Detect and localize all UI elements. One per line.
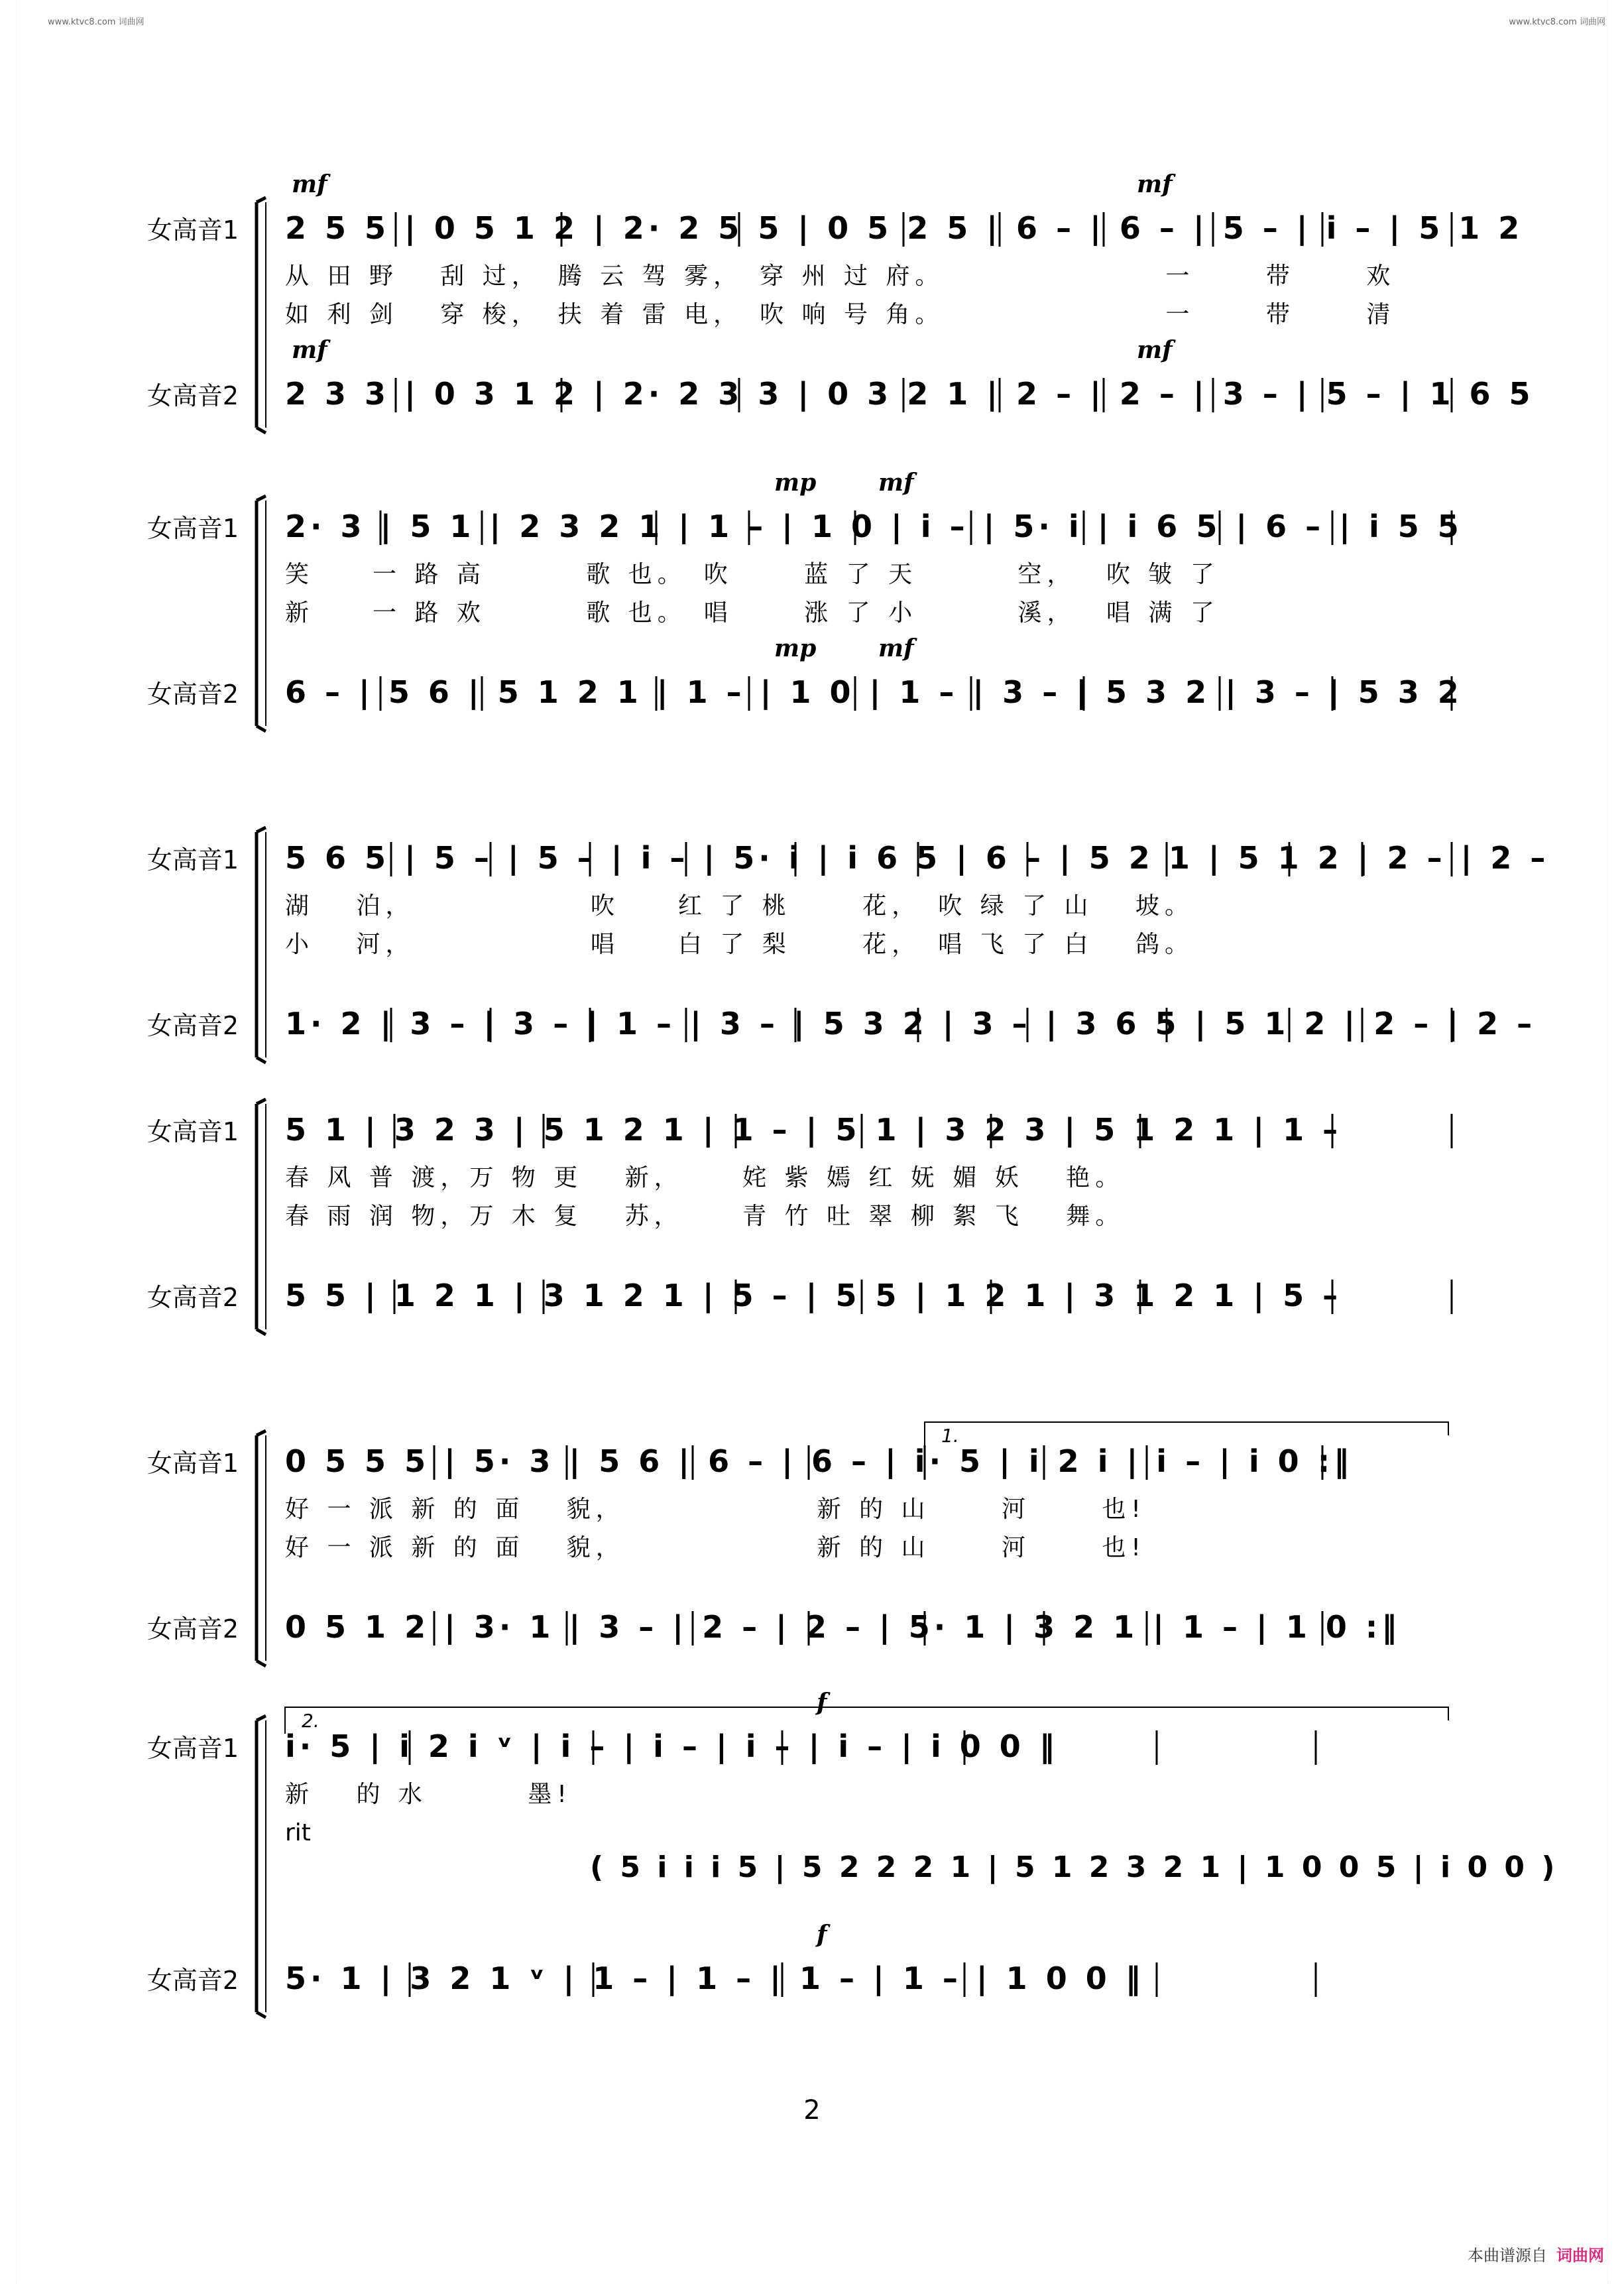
- footer-brand: 词曲网: [1556, 2246, 1604, 2265]
- notation-soprano-1: 2 5 5 | 0 5 1 2 | 2· 2 5 5 | 0 5 2 5 | 6 – | 6 – | 5 – | i – | 5 1 2: [285, 210, 1524, 246]
- volta-label: 1.: [941, 1425, 959, 1447]
- lyrics-verse-1: 从 田 野 刮 过， 腾 云 驾 雾， 穿 州 过 府。 一 带 欢: [285, 263, 1396, 290]
- volta-label: 2.: [302, 1710, 319, 1732]
- notation-soprano-1: i· 5 | i 2 i ᵛ | i – | i – | i – | i – | i 0 0 ‖: [285, 1728, 1059, 1764]
- lyrics-verse-2: 如 利 剑 穿 梭， 扶 着 雷 电， 吹 响 号 角。 一 带 清: [285, 301, 1396, 328]
- system-bracket: [257, 198, 266, 433]
- notation-soprano-2: 1· 2 | 3 – | 3 – | 1 – | 3 – | 5 3 2 | 3 – | 3 6 5 | 5 1 2 | 2 – | 2 –: [285, 1006, 1537, 1042]
- lyrics-verse-1: 好 一 派 新 的 面 貌， 新 的 山 河 也!: [285, 1496, 1146, 1523]
- notation-soprano-2: 5· 1 | 3 2 1 ᵛ | 1 – | 1 – | 1 – | 1 – | 1 0 0 ‖: [285, 1960, 1145, 1996]
- notation-soprano-1: 5 1 | 3 2 3 | 5 1 2 1 | 1 – | 5 1 | 3 2 3 | 5 1 2 1 | 1 –: [285, 1112, 1342, 1148]
- lyrics-verse-1: 春 风 普 渡，万 物 更 新， 姹 紫 嫣 红 妩 媚 妖 艳。: [285, 1164, 1125, 1191]
- notation-soprano-2: 5 5 | 1 2 1 | 3 1 2 1 | 5 – | 5 5 | 1 2 1 | 3 1 2 1 | 5 –: [285, 1278, 1342, 1313]
- system-bracket: [257, 496, 266, 731]
- voice-label-soprano-2: 女高音2: [146, 1966, 239, 1995]
- dynamic-mark: f: [817, 1689, 827, 1716]
- voice-label-soprano-2: 女高音2: [146, 1614, 239, 1644]
- dynamic-mark: mf: [1137, 336, 1173, 364]
- notation-soprano-2: 0 5 1 2 | 3· 1 | 3 – | 2 – | 2 – | 5· 1 | 3 2 1 | 1 – | 1 0 :‖: [285, 1609, 1401, 1645]
- system-bracket: [257, 1716, 266, 2017]
- header-left: www.ktvc8.com 词曲网: [48, 17, 145, 27]
- header-right: www.ktvc8.com 词曲网: [1509, 17, 1605, 27]
- lyrics-verse-2: 小 河， 唱 白 了 梨 花， 唱 飞 了 白 鸽。: [285, 931, 1194, 958]
- voice-label-soprano-1: 女高音1: [146, 845, 239, 874]
- lyrics-verse-1: 湖 泊， 吹 红 了 桃 花， 吹 绿 了 山 坡。: [285, 892, 1194, 920]
- lyrics-verse-2: 新 一 路 欢 歌 也。 唱 涨 了 小 溪， 唱 满 了: [285, 599, 1220, 627]
- notation-soprano-1: 5 6 5 | 5 – | 5 – | i – | 5· i | i 6 5 | 6 – | 5 2 1 | 5 1 2 | 2 – | 2 –: [285, 840, 1550, 876]
- notation-soprano-2: 6 – | 5 6 | 5 1 2 1 | 1 – | 1 0 | 1 – | 3 – | 5 3 2 | 3 – | 5 3 2: [285, 674, 1463, 710]
- voice-label-soprano-1: 女高音1: [146, 1117, 239, 1146]
- voice-label-soprano-1: 女高音1: [146, 1734, 239, 1763]
- dynamic-mark: mf: [292, 336, 327, 364]
- footer: [1468, 2242, 1604, 2265]
- system-bracket: [257, 827, 266, 1063]
- dynamic-mark: f: [817, 1921, 827, 1949]
- lyrics-verse-1: 新 的 水 墨!: [285, 1781, 572, 1808]
- system-bracket: [257, 1431, 266, 1666]
- voice-label-soprano-2: 女高音2: [146, 381, 239, 410]
- voice-label-soprano-1: 女高音1: [146, 1449, 239, 1478]
- footer-source: 本曲谱源自: [1468, 2246, 1547, 2265]
- dynamic-mark: mp: [774, 469, 817, 497]
- lyrics-verse-2: 春 雨 润 物，万 木 复 苏， 青 竹 吐 翠 柳 絮 飞 舞。: [285, 1203, 1125, 1230]
- system-bracket: [257, 1099, 266, 1335]
- voice-label-soprano-2: 女高音2: [146, 1283, 239, 1312]
- tempo-mark: rit: [285, 1819, 311, 1846]
- notation-soprano-1: 2· 3 | 5 1 | 2 3 2 1 | 1 – | 1 0 | i – | 5· i | i 6 5 | 6 – | i 5 5: [285, 509, 1463, 544]
- lyrics-verse-1: 笑 一 路 高 歌 也。 吹 蓝 了 天 空， 吹 皱 了: [285, 561, 1220, 588]
- voice-label-soprano-1: 女高音1: [146, 215, 239, 245]
- dynamic-mark: mf: [292, 170, 327, 198]
- voice-label-soprano-1: 女高音1: [146, 514, 239, 543]
- page-number: 2: [803, 2095, 821, 2126]
- voice-label-soprano-2: 女高音2: [146, 1011, 239, 1040]
- dynamic-mark: mf: [878, 634, 914, 662]
- dynamic-mark: mf: [1137, 170, 1173, 198]
- dynamic-mark: mp: [774, 634, 817, 662]
- notation-soprano-1: 0 5 5 5 | 5· 3 | 5 6 | 6 – | 6 – | i· 5 | i 2 i | i – | i 0 :‖: [285, 1443, 1354, 1479]
- instrumental-interlude: ( 5 i i i 5 | 5 2 2 2 1 | 5 1 2 3 2 1 | 1 0 0 5 | i 0 0 ): [590, 1850, 1558, 1884]
- lyrics-verse-2: 好 一 派 新 的 面 貌， 新 的 山 河 也!: [285, 1534, 1146, 1561]
- notation-soprano-2: 2 3 3 | 0 3 1 2 | 2· 2 3 3 | 0 3 2 1 | 2 – | 2 – | 3 – | 5 – | 1 6 5: [285, 376, 1535, 412]
- voice-label-soprano-2: 女高音2: [146, 680, 239, 709]
- dynamic-mark: mf: [878, 469, 914, 497]
